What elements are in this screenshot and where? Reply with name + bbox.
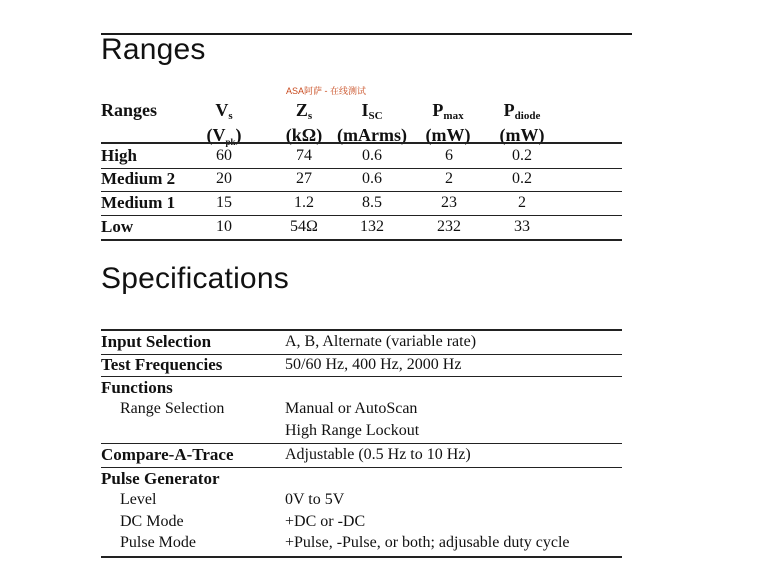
- cell-pdiode: 0.2: [512, 147, 532, 164]
- col-header-vs: $V_s$ $(V_{pk})$: [206, 100, 242, 147]
- cell-pmax: 23: [441, 194, 457, 211]
- cell-isc: 8.5: [362, 194, 382, 211]
- cell-pmax: 232: [437, 218, 461, 235]
- spec-row-compare-a-trace: [101, 444, 622, 468]
- cell-pdiode: 0.2: [512, 170, 532, 187]
- col-header-ranges: Ranges: [101, 100, 158, 120]
- range-label: Low: [101, 217, 134, 236]
- cell-vs: 20: [216, 170, 232, 187]
- watermark-text: ASA阿萨 - 在线测试: [286, 86, 367, 96]
- spec-value: High Range Lockout: [285, 422, 420, 439]
- specifications-heading: Specifications: [101, 262, 289, 295]
- spec-label: Compare-A-Trace: [101, 445, 234, 464]
- cell-vs: 10: [216, 218, 232, 235]
- cell-zs: 54Ω: [290, 218, 318, 235]
- table-row: [101, 142, 622, 169]
- col-header-pmax: $P_{max}$ (mW): [425, 100, 471, 145]
- spec-value: Adjustable (0.5 Hz to 10 Hz): [285, 446, 471, 463]
- spec-row-input-selection: [101, 329, 622, 355]
- spec-value: Manual or AutoScan: [285, 400, 418, 417]
- table-row: [101, 215, 622, 241]
- cell-pdiode: 33: [514, 218, 530, 235]
- cell-isc: 132: [360, 218, 384, 235]
- spec-sublabel: Range Selection: [120, 400, 225, 417]
- ranges-heading: Ranges: [101, 33, 206, 66]
- col-header-zs: $Z_s$ (kΩ): [285, 100, 323, 145]
- spec-value: +DC or -DC: [285, 513, 366, 530]
- cell-zs: 27: [296, 170, 312, 187]
- spec-row-pulse-generator: [101, 468, 622, 558]
- range-label: High: [101, 146, 137, 165]
- spec-label: Pulse Generator: [101, 469, 220, 488]
- spec-sublabel: Level: [120, 491, 157, 508]
- spec-row-test-frequencies: [101, 354, 622, 377]
- spec-value: A, B, Alternate (variable rate): [285, 333, 477, 350]
- range-label: Medium 2: [101, 169, 176, 188]
- cell-vs: 60: [216, 147, 232, 164]
- cell-pmax: 6: [445, 147, 453, 164]
- cell-isc: 0.6: [362, 170, 382, 187]
- cell-isc: 0.6: [362, 147, 382, 164]
- cell-vs: 15: [216, 194, 232, 211]
- spec-sublabel: Pulse Mode: [120, 534, 196, 551]
- cell-pmax: 2: [445, 170, 453, 187]
- cell-zs: 1.2: [294, 194, 314, 211]
- cell-pdiode: 2: [518, 194, 526, 211]
- range-label: Medium 1: [101, 193, 176, 212]
- spec-row-functions: [101, 377, 622, 444]
- spec-value: +Pulse, -Pulse, or both; adjusable duty cycle: [285, 534, 570, 551]
- spec-value: 0V to 5V: [285, 491, 345, 508]
- spec-label: Input Selection: [101, 332, 212, 351]
- col-header-pdiode: $P_{diode}$ (mW): [499, 100, 545, 145]
- table-row: [101, 167, 622, 192]
- spec-label: Functions: [101, 378, 173, 397]
- col-header-isc: $I_{SC}$ (mArms): [337, 100, 407, 145]
- spec-value: 50/60 Hz, 400 Hz, 2000 Hz: [285, 356, 462, 373]
- spec-label: Test Frequencies: [101, 355, 223, 374]
- cell-zs: 74: [296, 147, 312, 164]
- spec-sublabel: DC Mode: [120, 513, 184, 530]
- table-row: [101, 191, 622, 216]
